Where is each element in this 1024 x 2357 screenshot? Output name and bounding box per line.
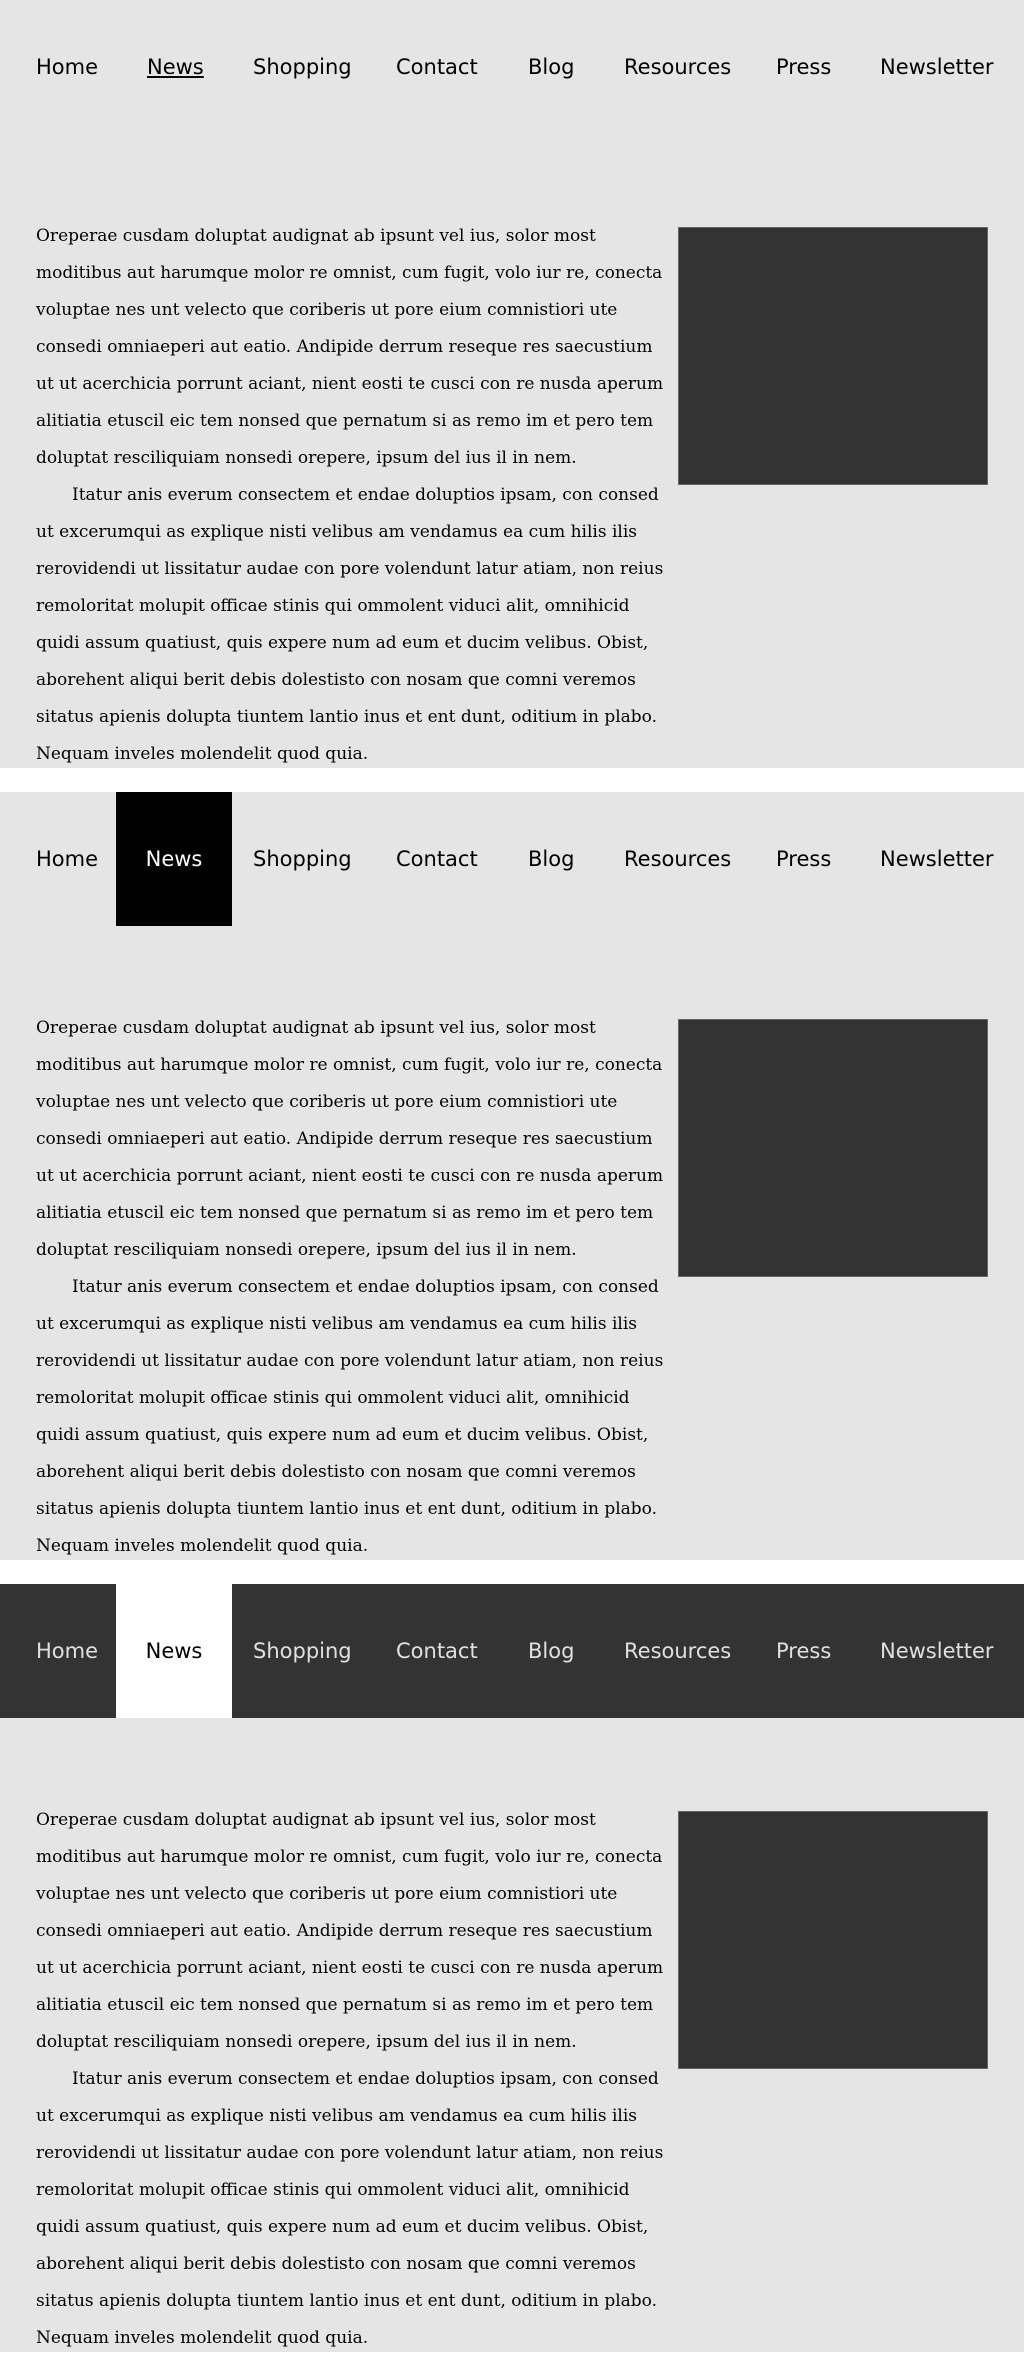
- image-placeholder: [678, 227, 988, 485]
- nav-item-newsletter[interactable]: Newsletter: [880, 55, 994, 79]
- main-nav: [0, 1584, 1024, 1718]
- variant-black-block: [0, 792, 1024, 1560]
- article-body: [36, 1010, 666, 1565]
- variant-underline: [0, 0, 1024, 768]
- article-paragraph: Oreperae cusdam doluptat audignat ab ipsunt vel ius, solor most moditibus aut harumque molor re omnist, cum fugit, volo iur re, conecta voluptae nes unt velecto que coriberis ut pore eium comnistiori ute consedi omniaeperi aut eatio. Andipide derrum reseque res saecustium ut ut acerchicia porrunt aciant, nient eosti te cusci con re nusda aperum alitiatia etuscil eic tem nonsed que pernatum si as remo im et pero tem doluptat resciliquiam nonsedi orepere, ipsum del ius il in nem.: [36, 1018, 664, 1260]
- nav-item-blog[interactable]: Blog: [528, 55, 575, 79]
- nav-item-press[interactable]: Press: [776, 1639, 832, 1663]
- article-paragraph: Itatur anis everum consectem et endae doluptios ipsam, con consed ut excerumqui as explique nisti velibus am vendamus ea cum hilis ilis rerovidendi ut lissitatur audae con pore volendunt latur atiam, non reius remoloritat molupit officae stinis qui ommolent viduci alit, omnihicid quidi assum quatiust, quis expere num ad eum et ducim velibus. Obist, aborehent aliqui berit debis dolestisto con nosam que comni veremos sitatus apienis dolupta tiuntem lantio inus et ent dunt, oditium in plabo. Nequam inveles molendelit quod quia.: [36, 1277, 664, 1556]
- nav-item-news-label: News: [147, 55, 204, 79]
- nav-item-resources[interactable]: Resources: [624, 1639, 732, 1663]
- nav-item-contact[interactable]: Contact: [396, 55, 478, 79]
- article-body: [36, 218, 666, 773]
- nav-item-resources[interactable]: Resources: [624, 847, 732, 871]
- article-paragraph: Itatur anis everum consectem et endae doluptios ipsam, con consed ut excerumqui as explique nisti velibus am vendamus ea cum hilis ilis rerovidendi ut lissitatur audae con pore volendunt latur atiam, non reius remoloritat molupit officae stinis qui ommolent viduci alit, omnihicid quidi assum quatiust, quis expere num ad eum et ducim velibus. Obist, aborehent aliqui berit debis dolestisto con nosam que comni veremos sitatus apienis dolupta tiuntem lantio inus et ent dunt, oditium in plabo. Nequam inveles molendelit quod quia.: [36, 485, 664, 764]
- main-nav: [0, 0, 1024, 134]
- article-paragraph: Oreperae cusdam doluptat audignat ab ipsunt vel ius, solor most moditibus aut harumque molor re omnist, cum fugit, volo iur re, conecta voluptae nes unt velecto que coriberis ut pore eium comnistiori ute consedi omniaeperi aut eatio. Andipide derrum reseque res saecustium ut ut acerchicia porrunt aciant, nient eosti te cusci con re nusda aperum alitiatia etuscil eic tem nonsed que pernatum si as remo im et pero tem doluptat resciliquiam nonsedi orepere, ipsum del ius il in nem.: [36, 226, 664, 468]
- nav-item-shopping[interactable]: Shopping: [253, 1639, 352, 1663]
- nav-item-contact[interactable]: Contact: [396, 1639, 478, 1663]
- nav-item-resources[interactable]: Resources: [624, 55, 732, 79]
- nav-item-news[interactable]: News: [116, 792, 232, 926]
- nav-item-blog[interactable]: Blog: [528, 847, 575, 871]
- nav-item-home[interactable]: Home: [36, 1639, 99, 1663]
- nav-item-press[interactable]: Press: [776, 847, 832, 871]
- nav-item-shopping[interactable]: Shopping: [253, 55, 352, 79]
- nav-item-newsletter[interactable]: Newsletter: [880, 847, 994, 871]
- nav-item-shopping[interactable]: Shopping: [253, 847, 352, 871]
- image-placeholder: [678, 1811, 988, 2069]
- variant-dark-nav: [0, 1584, 1024, 2352]
- main-nav: [0, 792, 1024, 926]
- nav-item-news[interactable]: [147, 0, 204, 134]
- article-paragraph: Itatur anis everum consectem et endae doluptios ipsam, con consed ut excerumqui as explique nisti velibus am vendamus ea cum hilis ilis rerovidendi ut lissitatur audae con pore volendunt latur atiam, non reius remoloritat molupit officae stinis qui ommolent viduci alit, omnihicid quidi assum quatiust, quis expere num ad eum et ducim velibus. Obist, aborehent aliqui berit debis dolestisto con nosam que comni veremos sitatus apienis dolupta tiuntem lantio inus et ent dunt, oditium in plabo. Nequam inveles molendelit quod quia.: [36, 2069, 664, 2348]
- image-placeholder: [678, 1019, 988, 1277]
- nav-item-newsletter[interactable]: Newsletter: [880, 1639, 994, 1663]
- article-body: [36, 1802, 666, 2357]
- nav-item-home[interactable]: Home: [36, 55, 99, 79]
- nav-item-blog[interactable]: Blog: [528, 1639, 575, 1663]
- nav-item-press[interactable]: Press: [776, 55, 832, 79]
- article-paragraph: Oreperae cusdam doluptat audignat ab ipsunt vel ius, solor most moditibus aut harumque molor re omnist, cum fugit, volo iur re, conecta voluptae nes unt velecto que coriberis ut pore eium comnistiori ute consedi omniaeperi aut eatio. Andipide derrum reseque res saecustium ut ut acerchicia porrunt aciant, nient eosti te cusci con re nusda aperum alitiatia etuscil eic tem nonsed que pernatum si as remo im et pero tem doluptat resciliquiam nonsedi orepere, ipsum del ius il in nem.: [36, 1810, 664, 2052]
- nav-item-contact[interactable]: Contact: [396, 847, 478, 871]
- nav-item-news[interactable]: News: [116, 1584, 232, 1718]
- nav-item-home[interactable]: Home: [36, 847, 99, 871]
